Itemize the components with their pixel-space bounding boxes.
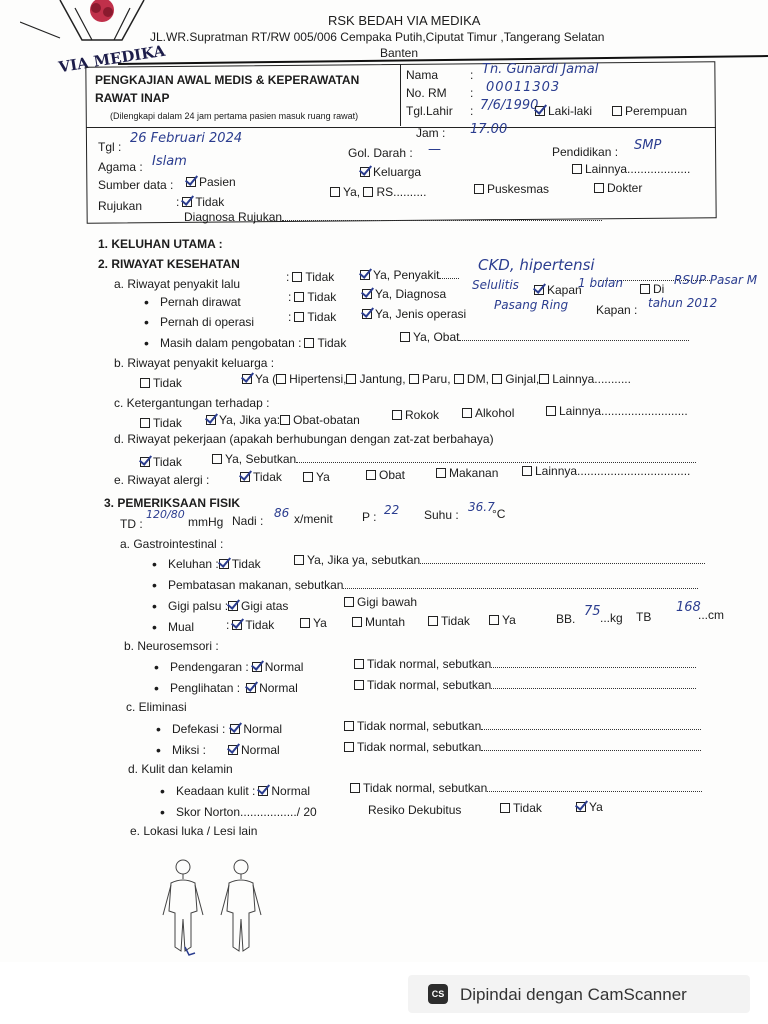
form-subtitle: (Dilengkapi dalam 24 jam pertama pasien masuk ruang rawat) xyxy=(110,111,359,121)
tgl-label: Tgl : xyxy=(98,140,122,154)
penglihatan-label: Penglihatan : xyxy=(170,681,241,695)
dekubitus-ya[interactable] xyxy=(576,802,586,812)
defekasi-label: Defekasi : xyxy=(172,722,226,736)
kg-unit: ...kg xyxy=(600,611,623,625)
kulit-tidak-normal[interactable] xyxy=(350,783,360,793)
lainnya-checkbox[interactable] xyxy=(572,164,582,174)
gigi-bawah-checkbox[interactable] xyxy=(344,597,354,607)
mual-label: Mual xyxy=(168,620,195,634)
tgl-value: 26 Februari 2024 xyxy=(130,131,243,146)
ketergantungan-tidak[interactable] xyxy=(140,418,150,428)
dokter-checkbox[interactable] xyxy=(594,183,604,193)
nama-label: Nama xyxy=(406,68,439,82)
section-pemeriksaan-fisik: 3. PEMERIKSAAN FISIK xyxy=(104,496,241,510)
pendengaran-tidak-normal[interactable] xyxy=(354,659,364,669)
lainnya-keluarga-checkbox[interactable] xyxy=(539,374,549,384)
defekasi-normal[interactable] xyxy=(230,724,240,734)
obat-obatan-checkbox[interactable] xyxy=(280,415,290,425)
ketergantungan: c. Ketergantungan terhadap : xyxy=(114,396,270,410)
norm-label: No. RM xyxy=(406,86,447,100)
xmenit-unit: x/menit xyxy=(294,512,333,526)
keadaan-kulit-label: Keadaan kulit : xyxy=(176,784,256,798)
miksi-normal[interactable] xyxy=(228,745,238,755)
alergi-ya[interactable] xyxy=(303,472,313,482)
tgllahir-label: Tgl.Lahir xyxy=(406,104,453,118)
sumber-label: Sumber data : xyxy=(98,178,174,192)
gol-darah-label: Gol. Darah : xyxy=(348,146,413,160)
form-title: PENGKAJIAN AWAL MEDIS & KEPERAWATAN xyxy=(95,73,360,87)
jam-label: Jam : xyxy=(416,126,446,140)
skor-norton: • Skor Norton................./ 20 xyxy=(176,805,317,819)
dekubitus-tidak[interactable] xyxy=(500,803,510,813)
hospital-address: JL.WR.Supratman RT/RW 005/006 Cempaka Putih,Ciputat Timur ,Tangerang Selatan xyxy=(150,30,605,44)
pendengaran-label: Pendengaran : xyxy=(170,660,249,674)
resiko-dekubitus: Resiko Dekubitus xyxy=(368,803,462,817)
keluhan-label: Keluhan : xyxy=(168,557,219,571)
riwayat-alergi: e. Riwayat alergi : xyxy=(114,473,210,487)
pengobatan-ya[interactable] xyxy=(400,332,410,342)
keluarga-tidak[interactable] xyxy=(140,378,150,388)
pengobatan-tidak[interactable] xyxy=(304,338,314,348)
pekerjaan-ya[interactable] xyxy=(212,454,222,464)
diagnosa-value: Selulitis xyxy=(472,278,519,292)
rujukan-tidak-checkbox[interactable] xyxy=(182,197,192,207)
muntah-ya[interactable] xyxy=(489,615,499,625)
nadi-label: Nadi : xyxy=(232,514,264,528)
keluarga-checkbox[interactable] xyxy=(360,167,370,177)
agama-label: Agama : xyxy=(98,160,143,174)
alergi-obat[interactable] xyxy=(366,470,376,480)
pendengaran-normal[interactable] xyxy=(252,662,262,672)
pernah-operasi-label: • Pernah di operasi xyxy=(160,315,254,329)
norm-value: 00011303 xyxy=(486,80,561,95)
keluarga-ya[interactable] xyxy=(242,374,252,384)
lokasi-luka: e. Lokasi luka / Lesi lain xyxy=(130,824,258,838)
male-checkbox[interactable] xyxy=(535,106,545,116)
tb-label: TB xyxy=(636,610,652,624)
nama-value: Tn. Gunardi Jamal xyxy=(482,62,599,77)
keluhan-ya[interactable] xyxy=(294,555,304,565)
td-label: TD : xyxy=(120,517,143,531)
neurosensori: b. Neurosemsori : xyxy=(124,639,219,653)
p-label: P : xyxy=(362,510,377,524)
jantung-checkbox[interactable] xyxy=(346,374,356,384)
camscanner-text: Dipindai dengan CamScanner xyxy=(460,985,687,1004)
kapan2-value: tahun 2012 xyxy=(648,296,718,310)
suhu-value: 36.7 xyxy=(468,500,495,514)
gol-darah-value: — xyxy=(428,142,441,157)
pembatasan-label: Pembatasan makanan, sebutkan xyxy=(168,578,344,592)
rs-checkbox[interactable] xyxy=(363,187,373,197)
ginjal-checkbox[interactable] xyxy=(492,374,502,384)
nadi-value: 86 xyxy=(274,506,290,520)
muntah-tidak[interactable] xyxy=(428,616,438,626)
keluhan-tidak[interactable] xyxy=(219,559,229,569)
gigi-atas-checkbox[interactable] xyxy=(228,601,238,611)
alergi-makanan[interactable] xyxy=(436,468,446,478)
riwayat-pekerjaan: d. Riwayat pekerjaan (apakah berhubungan dengan zat-zat berbahaya) xyxy=(114,432,494,446)
gender-male: Laki-laki xyxy=(535,104,592,118)
logo-text: VIA MEDIKA xyxy=(57,41,167,77)
di-value: RSUP Pasar M xyxy=(674,273,758,287)
di-checkbox[interactable] xyxy=(640,284,650,294)
female-checkbox[interactable] xyxy=(612,106,622,116)
header-box-divider xyxy=(400,64,401,126)
celsius-unit: °C xyxy=(492,507,506,521)
hospital-address-line2: Banten xyxy=(380,46,419,60)
paru-checkbox[interactable] xyxy=(409,374,419,384)
jam-value: 17.00 xyxy=(470,122,508,137)
penyakit-lalu-ya[interactable] xyxy=(360,270,370,280)
section-riwayat-kesehatan: 2. RIWAYAT KESEHATAN xyxy=(98,257,240,271)
pekerjaan-tidak[interactable] xyxy=(140,457,150,467)
eliminasi: c. Eliminasi xyxy=(126,700,187,714)
kulit-normal[interactable] xyxy=(258,786,268,796)
gastrointestinal: a. Gastrointestinal : xyxy=(120,537,224,551)
scanned-form-page: VIA MEDIKA RSK BEDAH VIA MEDIKA JL.WR.Supratman RT/RW 005/006 Cempaka Putih,Ciputat Timur ,Tangerang Selatan Banten PENGKAJIAN AWAL MEDIS & KEPERAWATAN RAWAT INAP (Dilengkapi dalam 24 jam pertama pasien masuk ruang rawat) Nama : Tn. Gunardi Jamal No. RM : 00011303 Tgl.Lahir : 7/6/1990 Laki-laki Perempuan Tgl : 26 Februari 2024 Jam : 17.00 Agama : Islam Gol. Darah : — Pendidikan : SMP Sumber data : Pasien Keluarga Lainnya................... Rujukan : Tidak Ya, RS.......... Puskesmas Dokter Diagnosa Rujukan 1. KELUHAN UTAMA : 2. RIWAYAT KESEHATAN a. Riwayat penyakit lalu : Tidak Ya, Penyakit CKD, hipertensi • Pernah dirawat : Tidak Ya, Diagnosa Selulitis Kapan 1 bulan Di RSUP Pasar M • Pernah di operasi : Tidak Ya, Jenis operasi Pasang Ring Kapan : tahun 2012 • Masih dalam pengobatan : Tidak Ya, Obat b. Riwayat penyakit keluarga : Tidak Ya ( Hipertensi, Jantung, Paru, DM, Ginjal, Lainnya........... c. Ketergantungan terhadap : Tidak Ya, Jika ya: Obat-obatan Rokok Alkohol Lainnya.......................... d. Riwayat pekerjaan (apakah berhubungan dengan zat-zat berbahaya) Tidak Ya, Sebutkan e. Riwayat alergi : Tidak Ya Obat Makanan Lainnya.................................. 3. PEMERIKSAAN FISIK TD : 120/80 mmHg Nadi : 86 x/menit P : 22 Suhu : 36.7 °C a. Gastrointestinal : • Keluhan : Tidak Ya, Jika ya, sebutkan • Pembatasan makanan, sebutkan • Gigi palsu : Gigi atas Gigi bawah • Mual : Tidak Ya Muntah Tidak Ya BB. 75 ...kg TB 168 ...cm b. Neurosemsori : • Pendengaran : Normal Tidak normal, sebutkan • Penglihatan : Normal Tidak normal, sebutkan c. Eliminasi • Defekasi : Normal Tidak normal, sebutkan • Miksi : Normal Tidak normal, sebutkan d. Kulit dan kelamin • Keadaan kulit : Normal Tidak normal, sebutkan • Skor Norton................./ 20 Resiko Dekubitus Tidak Ya e. Lokasi luka / Lesi lain xyxy=(0,0,768,962)
lainnya-ketergantungan-checkbox[interactable] xyxy=(546,406,556,416)
rujukan-ya-checkbox[interactable] xyxy=(330,187,340,197)
miksi-tidak-normal[interactable] xyxy=(344,742,354,752)
form-title-line2: RAWAT INAP xyxy=(95,91,170,105)
alergi-lainnya[interactable] xyxy=(522,466,532,476)
jenis-operasi-value: Pasang Ring xyxy=(494,298,569,312)
penglihatan-tidak-normal[interactable] xyxy=(354,680,364,690)
dm-checkbox[interactable] xyxy=(454,374,464,384)
bb-value: 75 xyxy=(584,604,601,619)
suhu-label: Suhu : xyxy=(424,508,459,522)
puskesmas-checkbox[interactable] xyxy=(474,184,484,194)
camscanner-logo-icon: CS xyxy=(428,984,448,1004)
kapan2-label: Kapan : xyxy=(596,303,638,317)
bb-label: BB. xyxy=(556,612,576,626)
defekasi-tidak-normal[interactable] xyxy=(344,721,354,731)
pernah-dirawat-label: • Pernah dirawat xyxy=(160,295,241,309)
section-keluhan-utama: 1. KELUHAN UTAMA : xyxy=(98,237,223,251)
td-value: 120/80 xyxy=(146,508,185,521)
dirawat-tidak[interactable] xyxy=(294,292,304,302)
kulit-kelamin: d. Kulit dan kelamin xyxy=(128,762,233,776)
riwayat-penyakit-lalu: a. Riwayat penyakit lalu xyxy=(114,277,241,291)
alkohol-checkbox[interactable] xyxy=(462,408,472,418)
rokok-checkbox[interactable] xyxy=(392,410,402,420)
tgllahir-value: 7/6/1990 xyxy=(480,98,539,113)
ketergantungan-ya[interactable] xyxy=(206,415,216,425)
miksi-label: Miksi : xyxy=(172,743,206,757)
hospital-name: RSK BEDAH VIA MEDIKA xyxy=(328,13,481,28)
alergi-tidak[interactable] xyxy=(240,472,250,482)
kapan-checkbox[interactable] xyxy=(534,285,544,295)
dirawat-ya[interactable] xyxy=(362,289,372,299)
header-box-hline xyxy=(86,127,716,128)
cm-unit: ...cm xyxy=(698,608,724,622)
mual-tidak[interactable] xyxy=(232,620,242,630)
tb-value: 168 xyxy=(676,600,701,615)
operasi-tidak[interactable] xyxy=(294,312,304,322)
mual-ya[interactable] xyxy=(300,618,310,628)
diagnosa-rujukan: Diagnosa Rujukan xyxy=(184,210,602,224)
hipertensi-checkbox[interactable] xyxy=(276,374,286,384)
p-value: 22 xyxy=(384,503,400,517)
mmhg-unit: mmHg xyxy=(188,515,224,529)
masih-pengobatan-label: • Masih dalam pengobatan : Tidak xyxy=(160,336,346,350)
operasi-ya[interactable] xyxy=(362,309,372,319)
riwayat-keluarga: b. Riwayat penyakit keluarga : xyxy=(114,356,275,370)
penyakit-lalu-tidak[interactable] xyxy=(292,272,302,282)
body-diagram-icon xyxy=(155,855,275,960)
rujukan-label: Rujukan xyxy=(98,199,143,213)
camscanner-watermark xyxy=(408,975,750,1013)
muntah-checkbox[interactable] xyxy=(352,617,362,627)
gender-female: Perempuan xyxy=(612,104,687,118)
gigi-palsu-label: Gigi palsu : xyxy=(168,599,229,613)
pendidikan-label: Pendidikan : xyxy=(552,145,619,159)
pendidikan-value: SMP xyxy=(634,138,662,153)
agama-value: Islam xyxy=(152,154,187,169)
penyakit-value: CKD, hipertensi xyxy=(478,256,595,274)
pasien-checkbox[interactable] xyxy=(186,177,196,187)
penglihatan-normal[interactable] xyxy=(246,683,256,693)
kapan-value: 1 bulan xyxy=(578,276,623,290)
